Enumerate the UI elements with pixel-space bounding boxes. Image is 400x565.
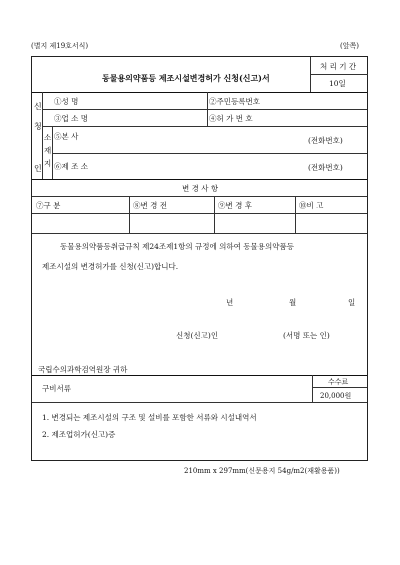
changes-heading: 변 경 사 항 bbox=[182, 184, 219, 193]
date-year: 년 bbox=[226, 298, 234, 307]
trade-name-label: ③업 소 명 bbox=[54, 114, 89, 123]
document-item-2: 2. 제조업허가(신고)증 bbox=[42, 430, 116, 439]
applicant-label-char-3: 인 bbox=[34, 164, 42, 173]
sheet-side: (앞쪽) bbox=[340, 42, 359, 50]
documents-heading: 구비서류 bbox=[42, 384, 71, 393]
date-day: 일 bbox=[348, 298, 356, 307]
location-label-char-1: 소 bbox=[44, 133, 52, 142]
processing-period-value: 10일 bbox=[329, 79, 346, 88]
column-category: ⑦구 분 bbox=[36, 201, 61, 210]
factory-label: ⑥제 조 소 bbox=[54, 162, 89, 171]
addressee: 국립수의과학검역원장 귀하 bbox=[38, 365, 128, 374]
document-item-1: 1. 변경되는 제조시설의 구조 및 설비를 포함한 서류와 시설내역서 bbox=[42, 413, 257, 422]
resident-number-label: ②주민등록번호 bbox=[209, 97, 260, 106]
applicant-label-char-1: 신 bbox=[34, 102, 42, 111]
name-label: ①성 명 bbox=[54, 97, 79, 106]
fee-label: 수수료 bbox=[328, 378, 349, 386]
factory-phone-label: (전화번호) bbox=[308, 163, 343, 172]
column-before: ⑧변 경 전 bbox=[133, 201, 168, 210]
head-office-label: ⑤본 사 bbox=[54, 132, 79, 141]
paper-specification: 210mm x 297mm(신문용지 54g/m2(재활용품)) bbox=[184, 467, 340, 475]
date-month: 월 bbox=[289, 298, 297, 307]
location-label-char-3: 지 bbox=[44, 159, 52, 168]
fee-value: 20,000원 bbox=[320, 392, 352, 400]
column-remarks: ⑩비 고 bbox=[299, 201, 324, 210]
application-form bbox=[31, 56, 368, 461]
form-title: 동물용의약품등 제조시설변경허가 신청(신고)서 bbox=[102, 73, 270, 83]
column-after: ⑨변 경 후 bbox=[218, 201, 253, 210]
applicant-label-char-2: 청 bbox=[34, 122, 42, 131]
license-number-label: ④허 가 번 호 bbox=[209, 114, 253, 123]
declaration-line-2: 제조시설의 변경허가를 신청(신고)합니다. bbox=[42, 262, 179, 271]
location-label-char-2: 재 bbox=[44, 146, 52, 155]
processing-period-label: 처 리 기 간 bbox=[320, 62, 357, 71]
applicant-signature-label: 신청(신고)인 bbox=[176, 331, 219, 340]
form-number: (별지 제19호서식) bbox=[31, 42, 89, 50]
head-office-phone-label: (전화번호) bbox=[308, 136, 343, 145]
declaration-line-1: 동물용의약품등취급규칙 제24조제1항의 규정에 의하여 동물용의약품등 bbox=[60, 242, 294, 251]
signature-note: (서명 또는 인) bbox=[283, 331, 330, 340]
